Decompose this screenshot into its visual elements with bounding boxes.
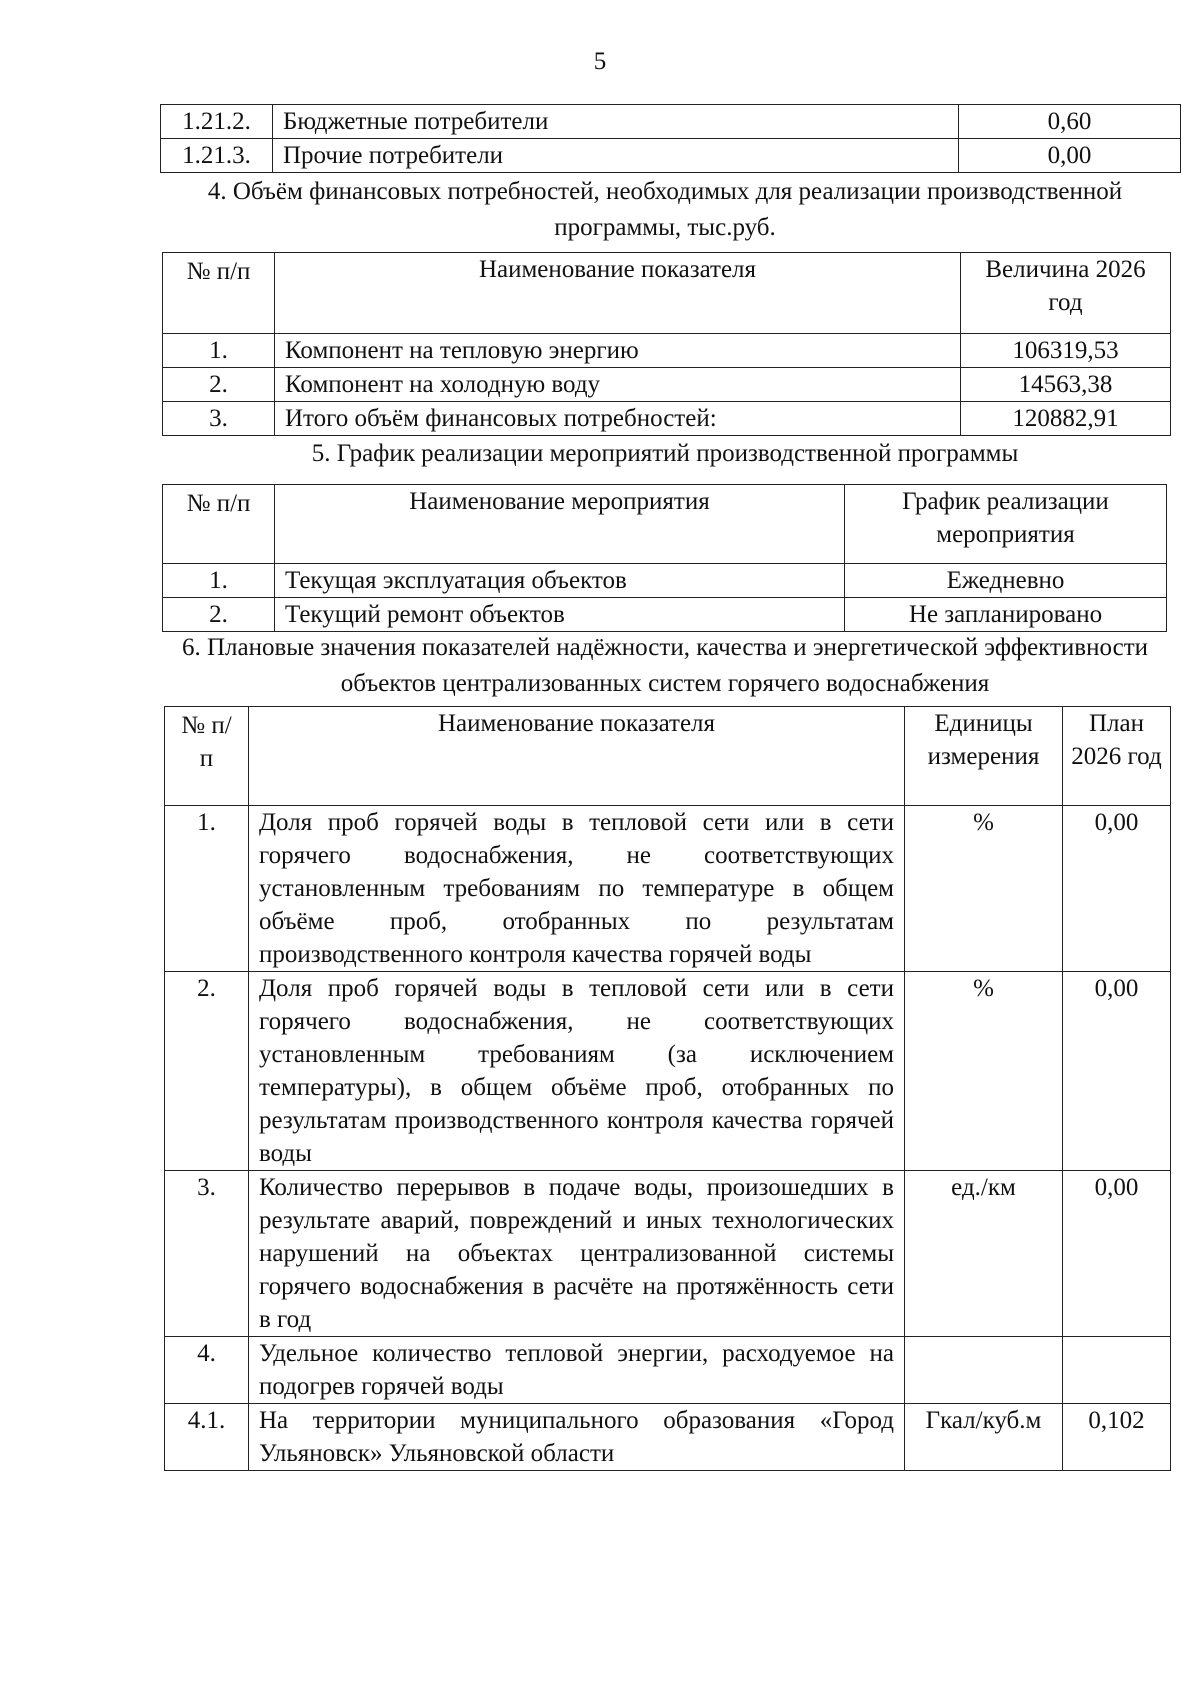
table-section6 [164, 706, 1171, 1471]
header-unit: Единицы измерения [905, 707, 1063, 806]
header-name: Наименование показателя [249, 707, 905, 806]
row-unit: % [905, 972, 1063, 1171]
row-name: Компонент на холодную воду [275, 368, 961, 402]
table-header-row [163, 485, 1167, 564]
table-header-row [165, 707, 1171, 806]
table-row [165, 972, 1171, 1171]
table-row [163, 402, 1171, 436]
row-name: Бюджетные потребители [273, 105, 959, 139]
row-num: 1.21.2. [161, 105, 273, 139]
table-row [165, 1337, 1171, 1404]
row-num: 1.21.3. [161, 139, 273, 173]
row-value: 0,00 [959, 139, 1181, 173]
header-plan: План 2026 год [1063, 707, 1171, 806]
row-num: 1. [165, 806, 249, 972]
table-row [163, 334, 1171, 368]
table-header-row [163, 253, 1171, 334]
table-section4 [162, 252, 1171, 436]
row-schedule: Ежедневно [845, 564, 1167, 598]
page-number: 5 [593, 48, 607, 75]
section4-title: 4. Объём финансовых потребностей, необходимых для реализации производственной программы, тыс.руб. [207, 178, 1123, 241]
table-row [165, 1171, 1171, 1337]
header-num: № п/п [163, 485, 275, 564]
row-value: 106319,53 [961, 334, 1171, 368]
row-plan: 0,00 [1063, 1171, 1171, 1337]
row-name: Доля проб горячей воды в тепловой сети или в сети горячего водоснабжения, не соответствующих установленным требованиям по температуре в общем объёме проб, отобранных по результатам производственного контроля качества горячей воды [249, 806, 905, 972]
header-num: № п/п [165, 707, 249, 806]
row-name: Текущий ремонт объектов [275, 598, 845, 632]
table-row [163, 564, 1167, 598]
row-num: 2. [165, 972, 249, 1171]
table-row [161, 139, 1181, 173]
row-unit [905, 1337, 1063, 1404]
row-unit: Гкал/куб.м [905, 1404, 1063, 1471]
row-unit: ед./км [905, 1171, 1063, 1337]
row-name: Количество перерывов в подаче воды, произошедших в результате аварий, повреждений и иных технологических нарушений на объектах централизованной системы горячего водоснабжения в расчёте на протяжённость сети в год [249, 1171, 905, 1337]
table-row [165, 806, 1171, 972]
row-num: 1. [163, 564, 275, 598]
section6-title: 6. Плановые значения показателей надёжности, качества и энергетической эффективности объектов централизованных систем горячего водоснабжения [181, 634, 1149, 697]
row-plan [1063, 1337, 1171, 1404]
row-plan: 0,102 [1063, 1404, 1171, 1471]
row-value: 0,60 [959, 105, 1181, 139]
row-value: 120882,91 [961, 402, 1171, 436]
row-num: 4. [165, 1337, 249, 1404]
table-row [163, 368, 1171, 402]
row-name: Компонент на тепловую энергию [275, 334, 961, 368]
row-num: 1. [163, 334, 275, 368]
row-plan: 0,00 [1063, 972, 1171, 1171]
header-num: № п/п [163, 253, 275, 334]
row-num: 3. [165, 1171, 249, 1337]
table-row [163, 598, 1167, 632]
row-schedule: Не запланировано [845, 598, 1167, 632]
row-num: 4.1. [165, 1404, 249, 1471]
table-top [160, 104, 1181, 173]
row-name: Удельное количество тепловой энергии, расходуемое на подогрев горячей воды [249, 1337, 905, 1404]
row-num: 2. [163, 598, 275, 632]
table-row [161, 105, 1181, 139]
row-name: Итого объём финансовых потребностей: [275, 402, 961, 436]
row-num: 3. [163, 402, 275, 436]
header-value: Величина 2026 год [961, 253, 1171, 334]
row-name: На территории муниципального образования «Город Ульяновск» Ульяновской области [249, 1404, 905, 1471]
row-name: Текущая эксплуатация объектов [275, 564, 845, 598]
table-row [165, 1404, 1171, 1471]
section5-title: 5. График реализации мероприятий производственной программы [311, 440, 1019, 467]
header-name: Наименование мероприятия [275, 485, 845, 564]
row-plan: 0,00 [1063, 806, 1171, 972]
row-num: 2. [163, 368, 275, 402]
row-name: Прочие потребители [273, 139, 959, 173]
header-schedule: График реализации мероприятия [845, 485, 1167, 564]
row-value: 14563,38 [961, 368, 1171, 402]
table-section5 [162, 484, 1167, 632]
row-unit: % [905, 806, 1063, 972]
row-name: Доля проб горячей воды в тепловой сети или в сети горячего водоснабжения, не соответствующих установленным требованиям (за исключением температуры), в общем объёме проб, отобранных по результатам производственного контроля качества горячей воды [249, 972, 905, 1171]
header-name: Наименование показателя [275, 253, 961, 334]
